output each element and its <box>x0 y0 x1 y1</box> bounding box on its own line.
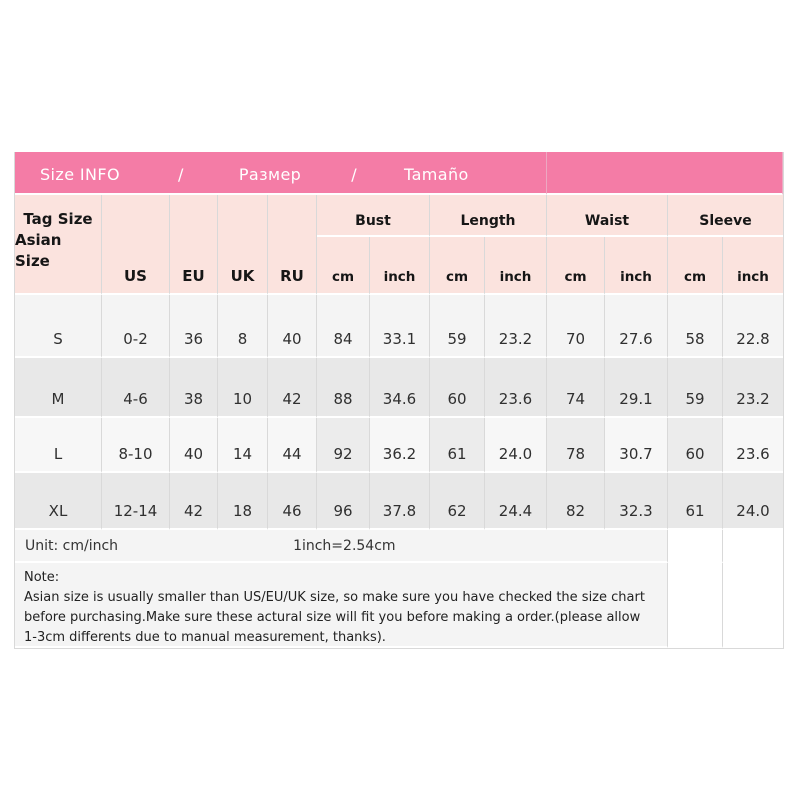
subheader-length-cm: cm <box>430 237 485 295</box>
row-l-length-cm: 61 <box>430 418 485 473</box>
group-header-length: Length <box>430 195 547 237</box>
row-m-length-cm: 60 <box>430 358 485 418</box>
row-xl-eu: 42 <box>170 473 218 530</box>
subheader-sleeve-inch: inch <box>723 237 783 295</box>
empty-cell <box>668 563 723 648</box>
row-m-tag: M <box>15 358 102 418</box>
row-s-length-cm: 59 <box>430 295 485 358</box>
subheader-length-inch: inch <box>485 237 547 295</box>
row-l-sleeve-cm: 60 <box>668 418 723 473</box>
note-line: before purchasing.Make sure these actural size will fit you before making a order.(please allow <box>24 610 641 625</box>
table-title-bar-right <box>547 152 783 195</box>
row-m-uk: 10 <box>218 358 268 418</box>
row-m-sleeve-cm: 59 <box>668 358 723 418</box>
row-xl-sleeve-inch: 24.0 <box>723 473 783 530</box>
row-xl-bust-inch: 37.8 <box>370 473 430 530</box>
row-l-length-inch: 24.0 <box>485 418 547 473</box>
title-size-info: Size INFO <box>40 165 121 184</box>
row-l-eu: 40 <box>170 418 218 473</box>
row-xl-waist-cm: 82 <box>547 473 605 530</box>
note-line: Note: <box>24 570 60 585</box>
row-l-ru: 44 <box>268 418 317 473</box>
row-s-tag: S <box>15 295 102 358</box>
subheader-bust-inch: inch <box>370 237 430 295</box>
empty-cell <box>668 530 723 563</box>
row-m-eu: 38 <box>170 358 218 418</box>
row-xl-tag: XL <box>15 473 102 530</box>
title-separator: / <box>178 165 184 184</box>
row-s-bust-cm: 84 <box>317 295 370 358</box>
row-l-sleeve-inch: 23.6 <box>723 418 783 473</box>
row-m-bust-inch: 34.6 <box>370 358 430 418</box>
corner-line-2: Asian Size <box>15 230 62 270</box>
title-tamano: Tamaño <box>404 165 469 184</box>
row-s-ru: 40 <box>268 295 317 358</box>
row-s-sleeve-cm: 58 <box>668 295 723 358</box>
row-m-sleeve-inch: 23.2 <box>723 358 783 418</box>
row-l-bust-inch: 36.2 <box>370 418 430 473</box>
row-xl-uk: 18 <box>218 473 268 530</box>
row-xl-ru: 46 <box>268 473 317 530</box>
row-l-us: 8-10 <box>102 418 170 473</box>
row-s-waist-cm: 70 <box>547 295 605 358</box>
row-s-bust-inch: 33.1 <box>370 295 430 358</box>
corner-line-1: Tag Size <box>23 209 93 228</box>
row-xl-sleeve-cm: 61 <box>668 473 723 530</box>
row-m-ru: 42 <box>268 358 317 418</box>
row-xl-us: 12-14 <box>102 473 170 530</box>
row-xl-length-inch: 24.4 <box>485 473 547 530</box>
col-header-us: US <box>102 195 170 295</box>
unit-label: Unit: cm/inch <box>25 537 119 554</box>
row-m-length-inch: 23.6 <box>485 358 547 418</box>
row-s-uk: 8 <box>218 295 268 358</box>
size-chart-table <box>14 152 784 649</box>
group-header-waist: Waist <box>547 195 668 237</box>
note-cell <box>15 563 668 648</box>
row-m-waist-cm: 74 <box>547 358 605 418</box>
col-header-ru: RU <box>268 195 317 295</box>
row-s-us: 0-2 <box>102 295 170 358</box>
row-xl-bust-cm: 96 <box>317 473 370 530</box>
unit-row <box>15 530 668 563</box>
row-l-tag: L <box>15 418 102 473</box>
row-s-waist-inch: 27.6 <box>605 295 668 358</box>
row-xl-waist-inch: 32.3 <box>605 473 668 530</box>
row-l-uk: 14 <box>218 418 268 473</box>
row-m-waist-inch: 29.1 <box>605 358 668 418</box>
row-m-us: 4-6 <box>102 358 170 418</box>
empty-cell <box>723 563 783 648</box>
note-line: Asian size is usually smaller than US/EU/UK size, so make sure you have checked the size chart <box>24 590 645 605</box>
subheader-waist-inch: inch <box>605 237 668 295</box>
col-header-uk: UK <box>218 195 268 295</box>
row-xl-length-cm: 62 <box>430 473 485 530</box>
subheader-waist-cm: cm <box>547 237 605 295</box>
row-s-length-inch: 23.2 <box>485 295 547 358</box>
row-m-bust-cm: 88 <box>317 358 370 418</box>
corner-header-tag-size <box>15 195 102 295</box>
row-s-sleeve-inch: 22.8 <box>723 295 783 358</box>
note-line: 1-3cm differents due to manual measurement, thanks). <box>24 630 386 645</box>
col-header-eu: EU <box>170 195 218 295</box>
row-s-eu: 36 <box>170 295 218 358</box>
subheader-sleeve-cm: cm <box>668 237 723 295</box>
title-razmer: Размер <box>238 165 302 184</box>
empty-cell <box>723 530 783 563</box>
table-title-bar <box>15 152 547 195</box>
group-header-bust: Bust <box>317 195 430 237</box>
row-l-waist-cm: 78 <box>547 418 605 473</box>
title-separator: / <box>351 165 358 184</box>
subheader-bust-cm: cm <box>317 237 370 295</box>
conversion-label: 1inch=2.54cm <box>293 537 396 554</box>
row-l-bust-cm: 92 <box>317 418 370 473</box>
row-l-waist-inch: 30.7 <box>605 418 668 473</box>
group-header-sleeve: Sleeve <box>668 195 783 237</box>
